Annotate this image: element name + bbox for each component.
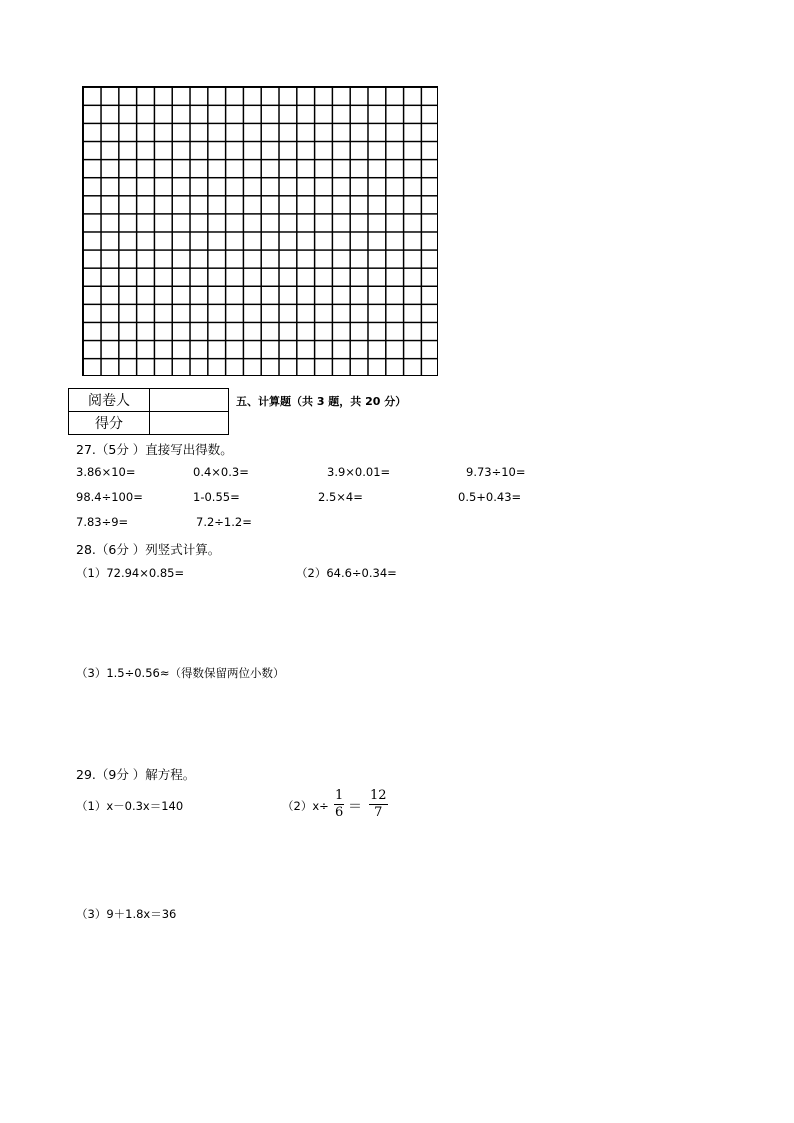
fraction-numerator: 1 xyxy=(335,788,344,803)
q27-item: 9.73÷10= xyxy=(466,465,526,479)
answer-grid xyxy=(82,86,438,376)
score-label: 得分 xyxy=(69,412,150,435)
q28-part1: （1）72.94×0.85= xyxy=(76,566,185,580)
q27-item: 0.5+0.43= xyxy=(458,490,522,504)
q27-item: 3.9×0.01= xyxy=(327,465,391,479)
section-title: 五、计算题（共 3 题，共 20 分） xyxy=(236,395,407,408)
fraction-numerator: 12 xyxy=(370,788,387,803)
fraction-one-sixth xyxy=(334,789,344,820)
q27-item: 98.4÷100= xyxy=(76,490,143,504)
q29-part1: （1）x－0.3x＝140 xyxy=(76,799,184,813)
q27-item: 7.83÷9= xyxy=(76,515,129,529)
q27-header: 27.（5分 ）直接写出得数。 xyxy=(76,442,233,457)
q28-part2: （2）64.6÷0.34= xyxy=(296,566,397,580)
fraction-denominator: 7 xyxy=(374,805,383,820)
q27-item: 2.5×4= xyxy=(318,490,363,504)
q28-header: 28.（6分 ）列竖式计算。 xyxy=(76,542,221,557)
q29-header: 29.（9分 ）解方程。 xyxy=(76,767,196,782)
q28-part3: （3）1.5÷0.56≈（得数保留两位小数） xyxy=(76,666,285,680)
q29-part2-equals: ＝ xyxy=(348,799,362,815)
q29-part2-prefix: （2）x÷ xyxy=(282,799,329,813)
q29-part3: （3）9＋1.8x＝36 xyxy=(76,907,177,921)
fraction-twelve-sevenths xyxy=(369,789,388,820)
scorer-table xyxy=(68,388,229,435)
scorer-field[interactable] xyxy=(150,389,229,412)
scorer-label: 阅卷人 xyxy=(69,389,150,412)
score-field[interactable] xyxy=(150,412,229,435)
q27-item: 3.86×10= xyxy=(76,465,136,479)
q27-item: 1-0.55= xyxy=(193,490,240,504)
fraction-denominator: 6 xyxy=(335,805,344,820)
q27-item: 0.4×0.3= xyxy=(193,465,249,479)
q27-item: 7.2÷1.2= xyxy=(196,515,252,529)
